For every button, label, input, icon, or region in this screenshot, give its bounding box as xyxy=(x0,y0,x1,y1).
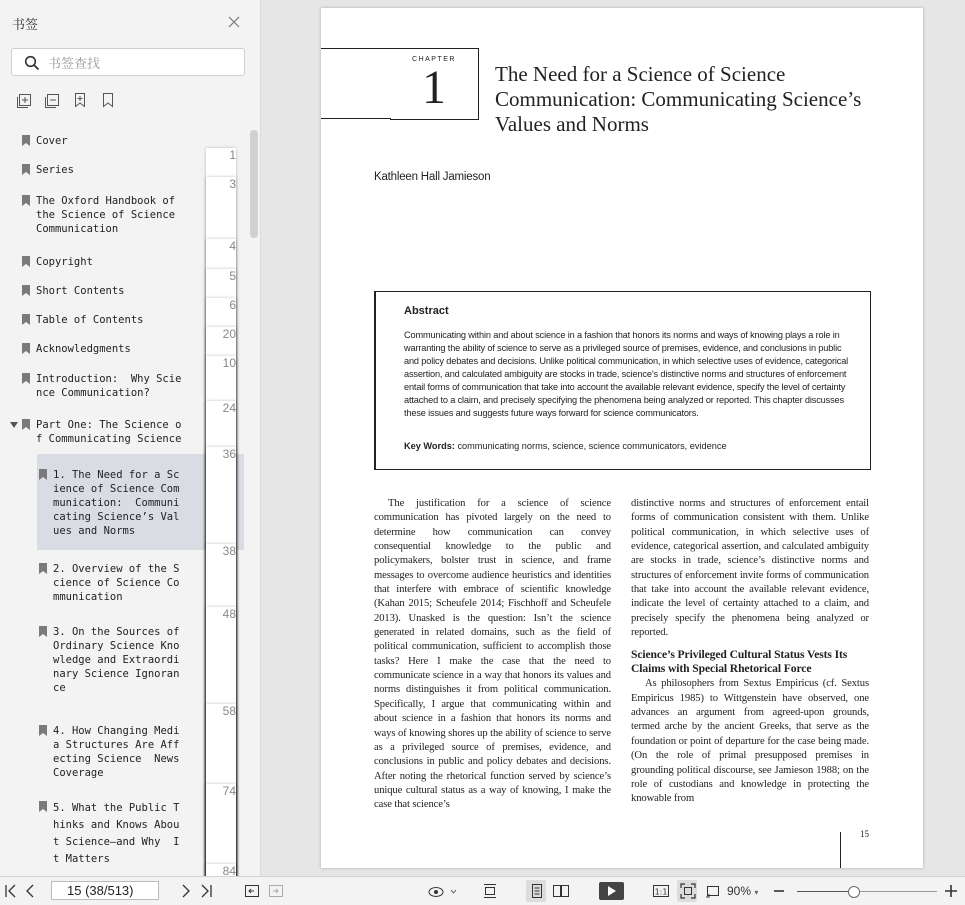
chapter-title: The Need for a Science of Science Communication: Communicating Science’s Values and Norms xyxy=(495,62,862,136)
bookmark-label: Short Contents xyxy=(36,285,125,297)
bookmark-label: Table of Contents xyxy=(36,314,144,326)
collapse-all-icon[interactable] xyxy=(44,92,60,108)
page-number-label: 6 xyxy=(206,298,236,876)
forward-icon[interactable] xyxy=(267,882,285,900)
section-heading: Science’s Privileged Cultural Status Vests Its Claims with Special Rhetorical Force xyxy=(631,648,848,676)
bookmark-flag-icon xyxy=(22,314,30,325)
abstract-text: Communicating within and about science in a fashion that honors its norms and ways of knowing plays a role in warranting the ability of science to serve as a privileged source of premises, evidence, and conclusions in public and policy debates and decisions. Unlike political communication, in which selective uses of evidence, categorical assertion, and calculated ambiguity are stocks in trade, science’s distinctive norms and structures of enforcement entail forms of communication that take into account the available relevant evidence, specify the level of certainty attached to a claim, and precisely specifying the phenomena being analyzed or reported. This chapter discusses these issues and suggests future ways forward for science communicators. xyxy=(404,330,849,418)
fit-width-icon[interactable] xyxy=(481,882,499,900)
bookmark-label: 4. How Changing Media Structures Are Affecting Science News Coverage xyxy=(53,725,186,779)
first-page-icon[interactable] xyxy=(2,882,20,900)
divider xyxy=(840,832,841,868)
page-number-label: 36 xyxy=(206,447,236,876)
bookmark-flag-icon xyxy=(39,563,47,574)
bookmark-flag-icon xyxy=(22,285,30,296)
page-number-label: 5 xyxy=(206,269,236,876)
single-page-icon[interactable] xyxy=(528,882,546,900)
panel-title: 书签 xyxy=(12,17,39,32)
bookmark-flag-icon xyxy=(39,725,47,736)
svg-text:1:1: 1:1 xyxy=(654,887,668,897)
zoom-value: 90% xyxy=(727,884,752,898)
bookmark-flag-icon xyxy=(22,419,30,430)
body-column-left xyxy=(374,497,611,813)
bookmark-label: Acknowledgments xyxy=(36,343,131,355)
bookmark-label: Part One: The Science of Communicating Science xyxy=(36,419,182,445)
bookmark-panel xyxy=(0,0,261,876)
zoom-slider-knob[interactable] xyxy=(848,886,860,898)
bookmark-flag-icon xyxy=(22,164,30,175)
search-icon xyxy=(24,55,40,71)
chapter-number: 1 xyxy=(422,61,446,114)
page-number-label: 48 xyxy=(206,607,236,876)
bookmark-label: 2. Overview of the Science of Science Communication xyxy=(53,563,180,603)
body-paragraph: distinctive norms and structures of enforcement entail forms of communication consistent with them. Unlike political communication, in which selective uses of evidence, categorical assertion, and calculated ambiguity are stocks in trade, science’s distinctive norms and structures of enforcement invite forms of communication that take into account the available relevant evidence, indicate the level of certainty attached to a claim, and precisely specify the phenomena being analyzed or reported. xyxy=(631,498,869,639)
close-icon[interactable] xyxy=(226,14,242,30)
next-page-icon[interactable] xyxy=(176,882,194,900)
expand-arrow-icon[interactable] xyxy=(10,422,18,428)
last-page-icon[interactable] xyxy=(197,882,215,900)
bookmark-flag-icon xyxy=(39,626,47,637)
keywords xyxy=(404,441,727,451)
page-number-label: 38 xyxy=(206,544,236,876)
body-column-right xyxy=(631,497,869,807)
bookmark-label: 5. What the Public Thinks and Knows About Science—and Why It Matters xyxy=(53,802,180,865)
bookmark-list xyxy=(0,128,250,876)
back-icon[interactable] xyxy=(243,882,261,900)
bookmark-search-box[interactable] xyxy=(11,48,245,76)
bookmark-flag-icon xyxy=(22,343,30,354)
bookmark-flag-icon xyxy=(22,195,30,206)
chevron-down-icon[interactable]: ▾ xyxy=(754,888,759,897)
bookmark-flag-icon xyxy=(22,256,30,267)
page-number-label: 10 xyxy=(206,356,236,876)
bookmark-label: Cover xyxy=(36,135,68,147)
document-page xyxy=(321,8,923,868)
bookmark-label: Series xyxy=(36,164,74,176)
bookmark-flag-icon xyxy=(22,135,30,146)
zoom-level[interactable] xyxy=(727,884,758,898)
read-mode-icon[interactable] xyxy=(427,882,457,900)
zoom-in-icon[interactable] xyxy=(942,882,960,900)
page-number-label: 1 xyxy=(206,148,236,876)
bookmark-flag-icon xyxy=(39,801,47,812)
zoom-out-icon[interactable] xyxy=(770,882,788,900)
two-page-icon[interactable] xyxy=(552,882,570,900)
page-number-label: 20 xyxy=(206,327,236,876)
bookmark-label: Introduction: Why Science Communication? xyxy=(36,373,182,399)
bookmark-flag-icon xyxy=(39,469,47,480)
page-number-label: 84 xyxy=(206,864,236,876)
page-number-field[interactable]: 15 (38/513) xyxy=(51,881,159,900)
bookmark-label: Copyright xyxy=(36,256,93,268)
divider xyxy=(321,48,391,49)
fit-page-icon[interactable] xyxy=(679,882,697,900)
page-number-label: 58 xyxy=(206,704,236,876)
expand-all-icon[interactable] xyxy=(16,92,32,108)
abstract-heading: Abstract xyxy=(404,305,449,317)
zoom-slider[interactable] xyxy=(797,891,937,892)
rotate-icon[interactable] xyxy=(704,882,722,900)
bookmark-flag-icon xyxy=(22,373,30,384)
chapter-badge xyxy=(390,48,479,120)
zoom-slider-fill xyxy=(797,891,853,892)
previous-page-icon[interactable] xyxy=(22,882,40,900)
author: Kathleen Hall Jamieson xyxy=(374,171,491,183)
page-number-label: 3 xyxy=(206,177,236,876)
body-paragraph: As philosophers from Sextus Empiricus (cf. Sextus Empiricus 1985) to Wittgenstein have observed, one advances an argument from agreed-upon grounds, termed arche by the ancient Greeks, that serve as the foundation or point of departure for the case being made. (On the role of primal presupposed premises in grounding political discourse, see Jamieson 1988; on the role of custodians and knowledge in protecting the knowable from xyxy=(631,678,869,805)
bookmark-label: 1. The Need for a Science of Science Communication: Communicating Science’s Values and Norms xyxy=(53,469,180,537)
page-number-label: 4 xyxy=(206,239,236,876)
scrollbar-thumb[interactable] xyxy=(250,130,258,238)
bookmark-label: 3. On the Sources of Ordinary Science Knowledge and Extraordinary Science Ignorance xyxy=(53,626,186,694)
chapter-label: CHAPTER xyxy=(412,56,456,63)
page-number-label: 24 xyxy=(206,401,236,876)
bookmark-label: The Oxford Handbook of the Science of Science Communication xyxy=(36,195,182,235)
abstract-box xyxy=(374,291,871,470)
keywords-text: communicating norms, science, science communicators, evidence xyxy=(457,441,727,451)
page-number-label: 74 xyxy=(206,784,236,876)
keywords-label: Key Words: xyxy=(404,441,455,451)
bookmark-search-input[interactable] xyxy=(46,53,240,73)
divider xyxy=(321,118,391,119)
play-slideshow-button[interactable] xyxy=(599,882,624,900)
actual-size-icon[interactable] xyxy=(652,882,670,900)
add-bookmark-icon[interactable] xyxy=(72,92,88,108)
bottom-toolbar xyxy=(0,876,965,905)
body-paragraph: The justification for a science of science communication has pivoted largely on the need to determine how communication can convey consequential knowledge to the public and policymakers, bolster trust in science, and frame messages to overcome audience heuristics and identities that interfere with embrace of scientific knowledge (Kahan 2015; Scheufele 2014; Fischhoff and Scheufele 2013). Unasked is the question: Isn’t the science generated in related domains, such as the field of political communication, sufficient to accomplish those tasks? Here I make the case that the need to communicate science in a way that honors its values and norms distinguishes it from political communication. Specifically, I argue that communicating within and about science in a fashion that honors its norms and ways of knowing shores up the ability of science to serve as a privileged source of premises, evidence, and conclusions in public and policy debates and decisions. After noting the rhetorical function served by science’s unique cultural status as a way of knowing, I make the case that science’s xyxy=(374,498,611,811)
bookmark-icon[interactable] xyxy=(100,92,116,108)
printed-page-number: 15 xyxy=(860,829,869,839)
sidebar-scrollbar[interactable] xyxy=(250,128,258,876)
